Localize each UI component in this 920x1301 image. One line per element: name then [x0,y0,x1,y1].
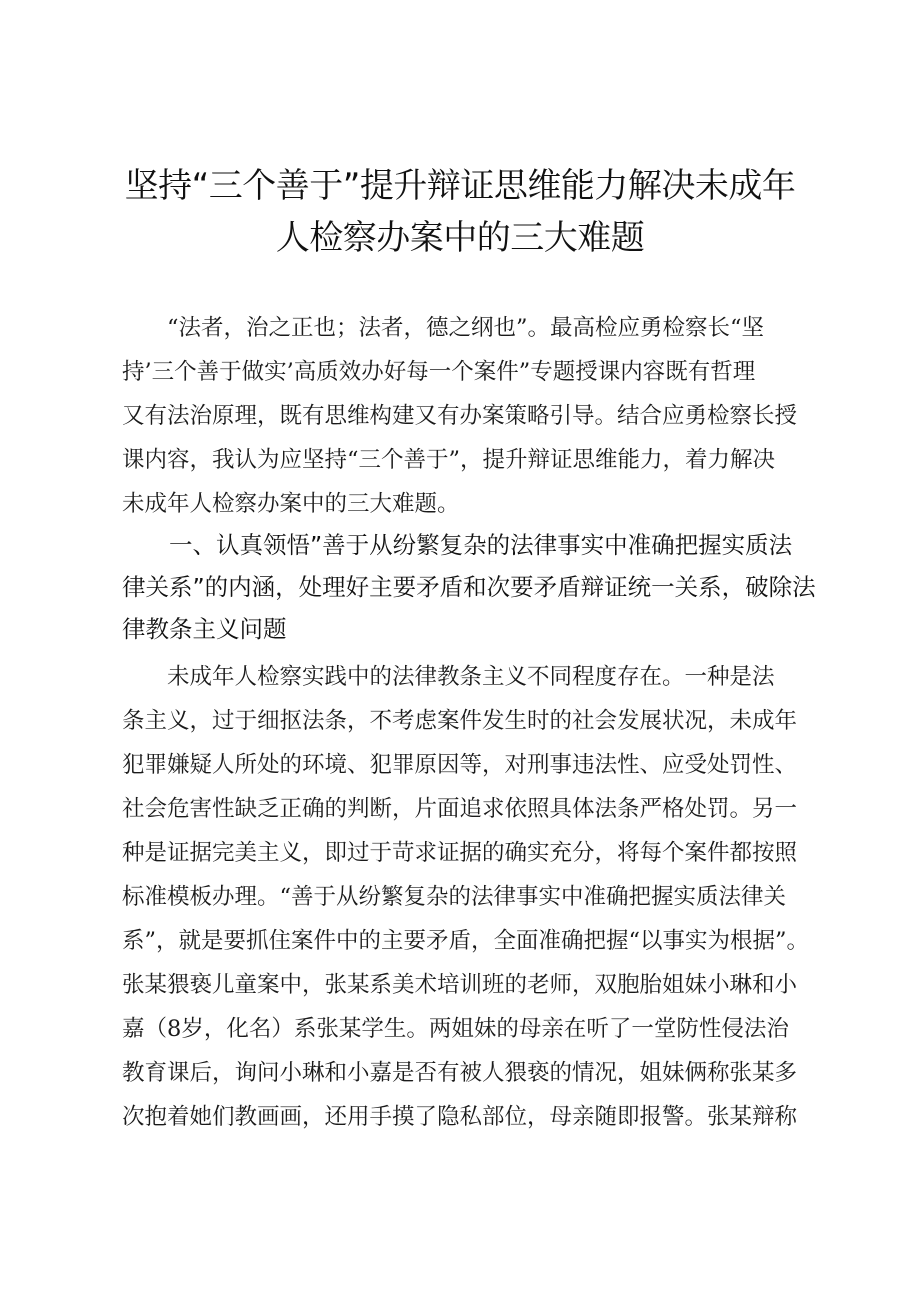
text-line: 嘉（8岁，化名）系张某学生。两姐妹的母亲在听了一堂防性侵法治 [122,1016,789,1042]
text-line: 教育课后，询问小琳和小嘉是否有被人猥亵的情况，姐妹俩称张某多 [122,1060,798,1086]
text-line: 又有法治原理，既有思维构建又有办案策略引导。结合应勇检察长授 [122,403,798,429]
section-body-paragraph [122,655,822,1139]
text-line: 课内容，我认为应坚持“三个善于”，提升辩证思维能力，着力解决 [122,447,776,473]
title-line: 坚持“三个善于”提升辩证思维能力解决未成年 [124,166,796,206]
text-line: “法者，治之正也；法者，德之纲也”。最高检应勇检察长“坚 [122,315,765,341]
text-line: 张某猥亵儿童案中，张某系美术培训班的老师，双胞胎姐妹小琳和小 [122,972,798,998]
title-line: 人检察办案中的三大难题 [275,218,645,258]
document-title [110,160,810,264]
intro-paragraph [122,306,822,526]
text-line: 条主义，过于细抠法条，不考虑案件发生时的社会发展状况，未成年 [122,708,798,734]
text-line: 次抱着她们教画画，还用手摸了隐私部位，母亲随即报警。张某辩称 [122,1104,798,1130]
text-line: 未成年人检察实践中的法律教条主义不同程度存在。一种是法 [122,664,775,690]
text-line: 种是证据完美主义，即过于苛求证据的确实充分，将每个案件都按照 [122,840,798,866]
heading-line: 一、认真领悟”善于从纷繁复杂的法律事实中准确把握实质法 [122,531,793,559]
text-line: 系”，就是要抓住案件中的主要矛盾，全面准确把握“以事实为根据”。 [122,928,810,954]
section-heading [122,524,822,650]
text-line: 未成年人检察办案中的三大难题。 [122,491,460,517]
text-line: 犯罪嫌疑人所处的环境、犯罪原因等，对刑事违法性、应受处罚性、 [122,752,798,778]
heading-line: 律关系”的内涵，处理好主要矛盾和次要矛盾辩证统一关系，破除法 [122,573,816,601]
text-line: 社会危害性缺乏正确的判断，片面追求依照具体法条严格处罚。另一 [122,796,798,822]
text-line: 标准模板办理。“善于从纷繁复杂的法律事实中准确把握实质法律关 [122,884,787,910]
text-line: 持’三个善于做实’高质效办好每一个案件”专题授课内容既有哲理 [122,359,756,385]
heading-line: 律教条主义问题 [122,615,287,643]
